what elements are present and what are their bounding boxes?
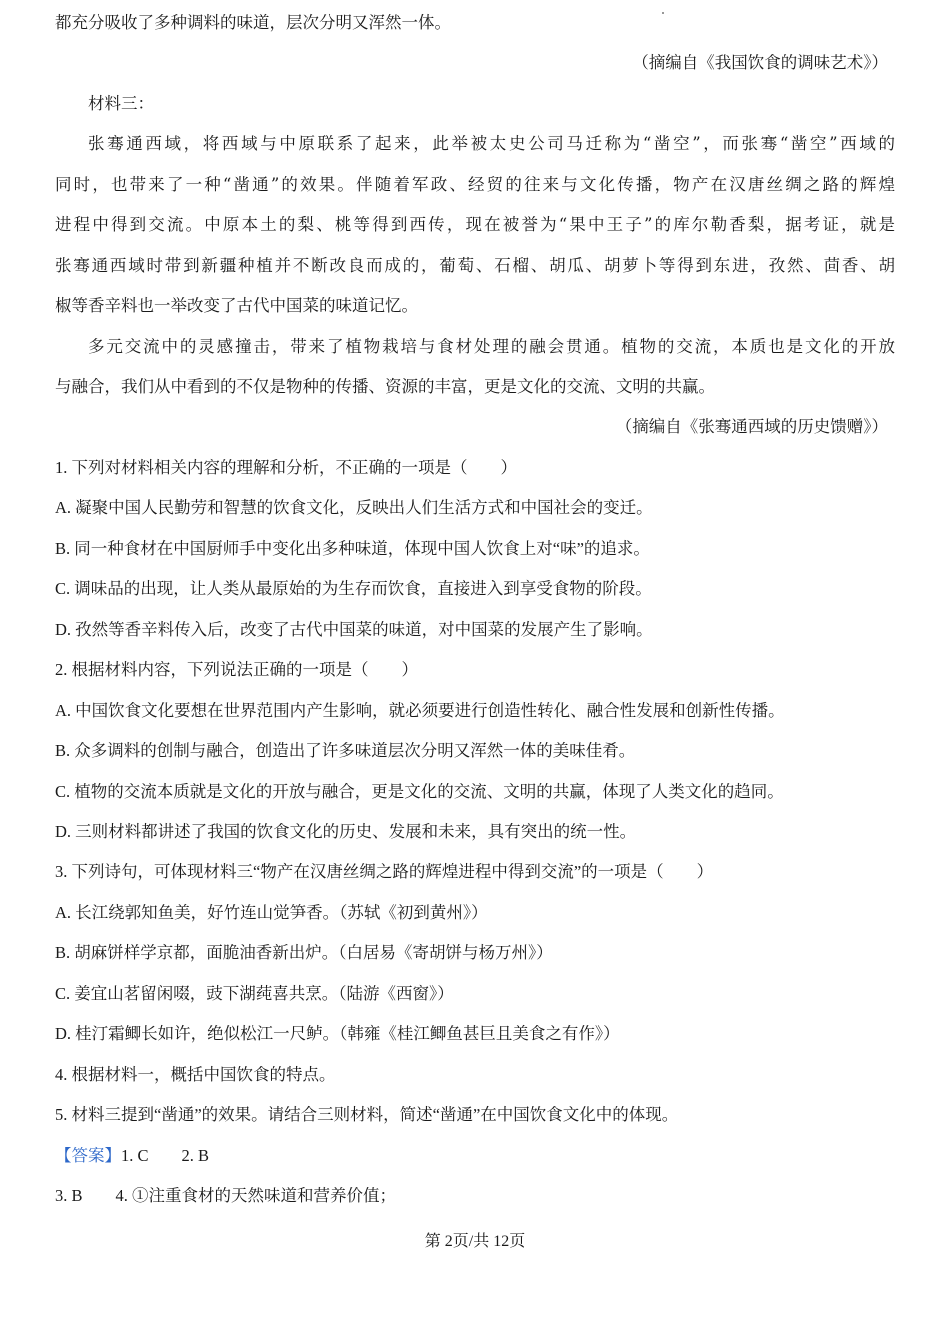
answer-values-1: 1. C 2. B bbox=[121, 1146, 210, 1165]
answer-line-1 bbox=[55, 1145, 895, 1167]
question-2-option-d: D. 三则材料都讲述了我国的饮食文化的历史、发展和未来，具有突出的统一性。 bbox=[55, 822, 637, 841]
question-1-option-d: D. 孜然等香辛料传入后，改变了古代中国菜的味道，对中国菜的发展产生了影响。 bbox=[55, 620, 653, 639]
material3-p1-line: 张骞通西域，将西域与中原联系了起来，此举被太史公司马迁称为“凿空”，而张骞“凿空”西域的 bbox=[88, 134, 895, 153]
question-4: 4. 根据材料一，概括中国饮食的特点。 bbox=[55, 1065, 336, 1084]
question-1-stem: 1. 下列对材料相关内容的理解和分析，不正确的一项是（ ） bbox=[55, 458, 517, 477]
page-footer: 第 2页/共 12页 bbox=[424, 1233, 526, 1250]
question-2-option-c: C. 植物的交流本质就是文化的开放与融合，更是文化的交流、文明的共赢，体现了人类文化的趋同。 bbox=[55, 782, 784, 801]
material3-p1-line: 同时，也带来了一种“凿通”的效果。伴随着军政、经贸的往来与文化传播，物产在汉唐丝绸之路的辉煌 bbox=[55, 175, 895, 194]
question-3-option-b: B. 胡麻饼样学京都，面脆油香新出炉。（白居易《寄胡饼与杨万州》） bbox=[55, 943, 553, 962]
question-5: 5. 材料三提到“凿通”的效果。请结合三则材料，简述“凿通”在中国饮食文化中的体现。 bbox=[55, 1105, 679, 1124]
question-3-option-d: D. 桂汀霜鲫长如许，绝似松江一尺鲈。（韩雍《桂江鲫鱼甚巨且美食之有作》） bbox=[55, 1024, 620, 1043]
question-3-option-a: A. 长江绕郭知鱼美，好竹连山觉笋香。（苏轼《初到黄州》） bbox=[55, 903, 488, 922]
question-1-option-c: C. 调味品的出现，让人类从最原始的为生存而饮食，直接进入到享受食物的阶段。 bbox=[55, 579, 652, 598]
question-2-stem: 2. 根据材料内容，下列说法正确的一项是（ ） bbox=[55, 660, 418, 679]
answer-line-2: 3. B 4. ①注重食材的天然味道和营养价值； bbox=[55, 1186, 397, 1205]
question-3-stem: 3. 下列诗句，可体现材料三“物产在汉唐丝绸之路的辉煌进程中得到交流”的一项是（ ） bbox=[55, 862, 714, 881]
question-3-option-c: C. 姜宜山茗留闲啜，豉下湖莼喜共烹。（陆游《西窗》） bbox=[55, 984, 454, 1003]
material3-p1-line: 进程中得到交流。中原本土的梨、桃等得到西传，现在被誉为“果中王子”的库尔勒香梨，据考证，就是 bbox=[55, 215, 895, 234]
material3-source: （摘编自《张骞通西域的历史馈赠》） bbox=[615, 417, 888, 436]
material2-last-line: 都充分吸收了多种调料的味道，层次分明又浑然一体。 bbox=[55, 13, 451, 32]
material3-p1-line: 椒等香辛料也一举改变了古代中国菜的味道记忆。 bbox=[55, 296, 418, 315]
question-1-option-a: A. 凝聚中国人民勤劳和智慧的饮食文化，反映出人们生活方式和中国社会的变迁。 bbox=[55, 498, 653, 517]
question-2-option-a: A. 中国饮食文化要想在世界范围内产生影响，就必须要进行创造性转化、融合性发展和创新性传播。 bbox=[55, 701, 785, 720]
answer-tag: 【答案】 bbox=[55, 1146, 121, 1165]
question-1-option-b: B. 同一种食材在中国厨师手中变化出多种味道，体现中国人饮食上对“味”的追求。 bbox=[55, 539, 650, 558]
question-2-option-b: B. 众多调料的创制与融合，创造出了许多味道层次分明又浑然一体的美味佳肴。 bbox=[55, 741, 636, 760]
material3-p1-line: 张骞通西域时带到新疆种植并不断改良而成的，葡萄、石榴、胡瓜、胡萝卜等得到东进，孜然、茴香、胡 bbox=[55, 256, 895, 275]
material2-source: （摘编自《我国饮食的调味艺术》） bbox=[632, 53, 888, 72]
material3-p2-line: 与融合，我们从中看到的不仅是物种的传播、资源的丰富，更是文化的交流、文明的共赢。 bbox=[55, 377, 715, 396]
material3-heading: 材料三： bbox=[88, 94, 154, 113]
material3-p2-line: 多元交流中的灵感撞击，带来了植物栽培与食材处理的融会贯通。植物的交流，本质也是文化的开放 bbox=[88, 337, 895, 356]
